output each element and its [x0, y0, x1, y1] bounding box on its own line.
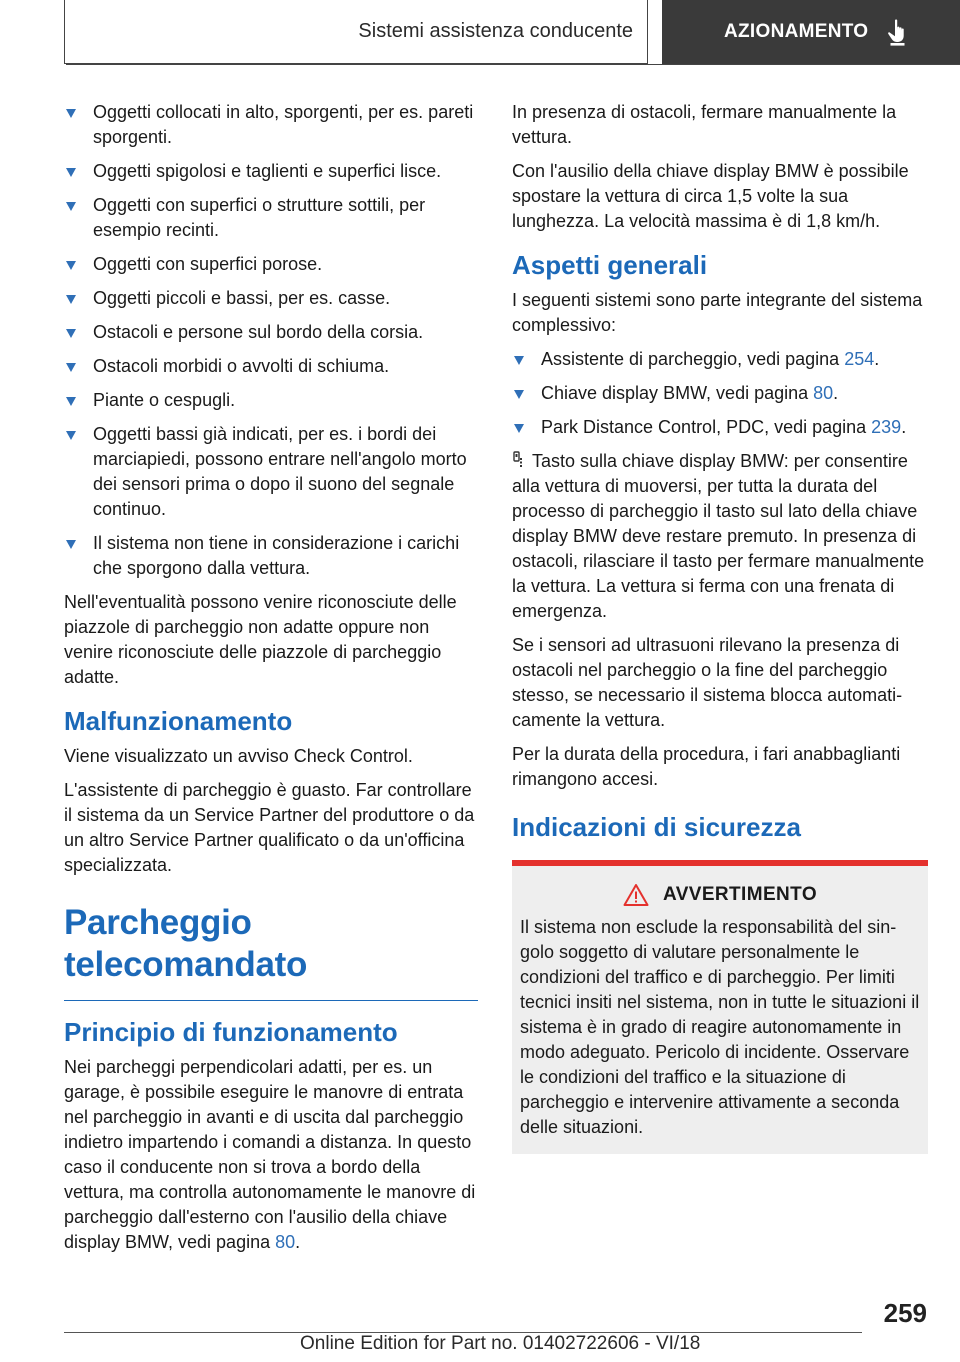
- triangle-bullet-icon: [66, 363, 76, 372]
- triangle-bullet-icon: [66, 295, 76, 304]
- list-item: Piante o cespugli.: [64, 388, 478, 413]
- triangle-bullet-icon: [66, 540, 76, 549]
- warning-box: [512, 860, 928, 1154]
- general-text: I seguenti sistemi sono parte integrante del sistema complessivo:: [512, 290, 923, 335]
- distance-text: Con l'ausilio della chiave display BMW è possibile spostare la vettura di circa 1,5 volte la sua lunghezza. La velocità massima è di 1,8 km/h.: [512, 161, 909, 231]
- recognition-note: Nell'eventualità possono venire riconosciute delle piazzole di parcheggio non adatte oppure non venire riconosciute delle piazzole di parcheggio adatte.: [64, 592, 457, 687]
- page-link[interactable]: 80: [275, 1232, 296, 1252]
- right-column: [512, 100, 928, 1154]
- malfunction-text-1: Viene visualizzato un avviso Check Control.: [64, 746, 413, 766]
- limits-list: [64, 100, 478, 581]
- list-item: Park Distance Control, PDC, vedi pagina 239.: [512, 415, 928, 440]
- lights-text: Per la durata della procedura, i fari anabbaglianti rimangono accesi.: [512, 744, 901, 789]
- list-item: Assistente di parcheggio, vedi pagina 254.: [512, 347, 928, 372]
- sensor-text: Se i sensori ad ultrasuoni rilevano la presenza di ostacoli nel parcheggio o la fine del parcheggio stesso, se necessario il sistema blocca automaticamente la vettura.: [512, 635, 903, 730]
- header-rule: [66, 64, 960, 65]
- triangle-bullet-icon: [66, 261, 76, 270]
- list-item: Oggetti bassi già indicati, per es. i bordi dei marciapiedi, possono entrare nell'angolo morto dei sensori prima o dopo il suono del segnale continuo.: [64, 422, 478, 522]
- chapter-tab[interactable]: [64, 0, 648, 64]
- principle-text: Nei parcheggi perpendicolari adatti, per es. un garage, è possibile eseguire le manovre di entrata nel parcheggio in avanti e di uscita dal parcheggio indietro impartendo i comandi a distanza. In questo caso il conducente non si trova a bordo della vettura, ma controlla autonomamente le manovre di parcheggio dall'esterno con l'ausilio della chiave display BMW, vedi pagina 80.: [64, 1057, 476, 1252]
- safety-heading: Indicazioni di sicurezza: [512, 812, 801, 842]
- list-item: Oggetti con superfici o strutture sottili, per esempio recinti.: [64, 193, 478, 243]
- page-link[interactable]: 254: [844, 349, 875, 369]
- warning-header: [520, 882, 920, 907]
- pointing-hand-icon: [886, 18, 910, 46]
- triangle-bullet-icon: [66, 202, 76, 211]
- section-tab[interactable]: [662, 0, 960, 64]
- list-item: Oggetti piccoli e bassi, per es. casse.: [64, 286, 478, 311]
- principle-heading: Principio di funzionamento: [64, 1017, 398, 1047]
- triangle-bullet-icon: [66, 329, 76, 338]
- obstacle-text: In presenza di ostacoli, fermare manualmente la vettura.: [512, 102, 897, 147]
- list-item: Oggetti con superfici porose.: [64, 252, 478, 277]
- list-item: Ostacoli e persone sul bordo della corsia.: [64, 320, 478, 345]
- triangle-bullet-icon: [66, 397, 76, 406]
- list-item: Ostacoli morbidi o avvolti di schiuma.: [64, 354, 478, 379]
- display-key-icon: [512, 451, 524, 469]
- malfunction-heading: Malfunzionamento: [64, 706, 293, 736]
- systems-list: [512, 347, 928, 440]
- page-link[interactable]: 239: [871, 417, 902, 437]
- warning-label: AVVERTIMENTO: [663, 884, 817, 905]
- triangle-bullet-icon: [514, 390, 524, 399]
- list-item: Oggetti spigolosi e taglienti e superfici lisce.: [64, 159, 478, 184]
- edition-note: Online Edition for Part no. 01402722606 - VI/18: [300, 1333, 701, 1354]
- list-item: Oggetti collocati in alto, sporgenti, per es. pareti sporgenti.: [64, 100, 478, 150]
- page-link[interactable]: 80: [813, 383, 834, 403]
- chapter-title: Sistemi assistenza conducente: [358, 20, 633, 42]
- chapter-heading: Parcheggio telecomandato: [64, 902, 478, 1001]
- triangle-bullet-icon: [514, 424, 524, 433]
- warning-text: Il sistema non esclude la responsabilità del singolo soggetto di valutare personalmente le condizioni del traffico e di parcheggio. Per limiti tecnici insiti nel sistema, non in tutte le situazioni il sistema è in grado di reagire autonomamente in modo adeguato. Pericolo di incidente. Osservare le condizioni del traffico e la situazione di parcheggio e intervenire attivamente a seconda delle situazioni.: [520, 917, 920, 1137]
- triangle-bullet-icon: [514, 356, 524, 365]
- section-title: AZIONAMENTO: [724, 21, 869, 42]
- list-item: Il sistema non tiene in considerazione i carichi che sporgono dalla vettura.: [64, 531, 478, 581]
- malfunction-text-2: L'assistente di parcheggio è guasto. Far controllare il sistema da un Service Partner del produttore o da un altro Service Partner qualificato o da un'officina specializzata.: [64, 780, 475, 875]
- triangle-bullet-icon: [66, 168, 76, 177]
- left-column: [64, 100, 478, 1264]
- key-text: Tasto sulla chiave display BMW: per consentire alla vettura di muoversi, per tutta la durata del processo di parcheggio il tasto sul lato della chiave display BMW deve restare premuto. In presenza di ostacoli, rilasciare il tasto per fermare manualmente la vettura. La vettura si ferma con una frenata di emergenza.: [512, 451, 925, 621]
- page-number: 259: [883, 1298, 927, 1328]
- general-heading: Aspetti generali: [512, 250, 708, 280]
- list-item: Chiave display BMW, vedi pagina 80.: [512, 381, 928, 406]
- triangle-bullet-icon: [66, 109, 76, 118]
- triangle-bullet-icon: [66, 431, 76, 440]
- warning-triangle-icon: [623, 883, 649, 907]
